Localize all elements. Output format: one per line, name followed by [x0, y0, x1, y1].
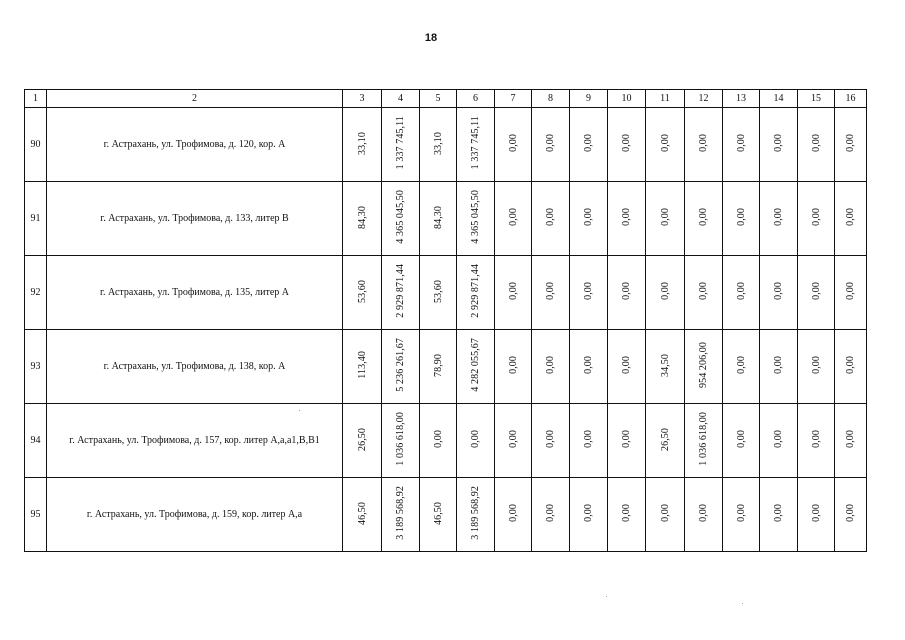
value-cell	[835, 182, 867, 256]
cell-value: 53,60	[356, 279, 368, 303]
value-cell	[685, 256, 723, 330]
cell-value: 0,00	[583, 430, 594, 448]
value-cell	[532, 256, 570, 330]
cell-value: 0,00	[621, 356, 632, 374]
address-cell: г. Астрахань, ул. Трофимова, д. 135, литер А	[47, 256, 343, 330]
cell-value: 0,00	[698, 282, 709, 300]
row-number: 92	[25, 256, 47, 330]
value-cell	[382, 330, 420, 404]
cell-value: 53,60	[432, 279, 444, 303]
cell-value: 0,00	[545, 504, 556, 522]
column-header: 15	[798, 90, 835, 108]
cell-value: 0,00	[659, 282, 671, 300]
cell-value: 46,50	[432, 501, 444, 525]
cell-value: 0,00	[507, 356, 519, 374]
cell-value: 0,00	[583, 356, 594, 374]
table-row	[25, 256, 867, 330]
cell-value: 2 929 871,44	[470, 264, 481, 318]
cell-value: 0,00	[621, 282, 632, 300]
cell-value: 0,00	[773, 208, 784, 226]
value-cell	[457, 330, 495, 404]
cell-value: 5 236 261,67	[395, 338, 406, 392]
cell-value: 0,00	[810, 134, 822, 152]
column-header: 5	[420, 90, 457, 108]
value-cell	[495, 182, 532, 256]
cell-value: 0,00	[621, 134, 632, 152]
value-cell	[798, 478, 835, 552]
value-cell	[646, 256, 685, 330]
cell-value: 0,00	[583, 208, 594, 226]
cell-value: 0,00	[659, 134, 671, 152]
cell-value: 0,00	[735, 134, 747, 152]
row-number: 90	[25, 108, 47, 182]
cell-value: 0,00	[545, 430, 556, 448]
value-cell	[760, 182, 798, 256]
value-cell	[382, 108, 420, 182]
cell-value: 113,40	[356, 351, 368, 379]
cell-value: 78,90	[432, 353, 444, 377]
value-cell	[685, 108, 723, 182]
value-cell	[457, 256, 495, 330]
value-cell	[685, 182, 723, 256]
value-cell	[723, 256, 760, 330]
cell-value: 0,00	[507, 282, 519, 300]
value-cell	[420, 256, 457, 330]
cell-value: 0,00	[583, 282, 594, 300]
cell-value: 1 337 745,11	[470, 116, 481, 170]
cell-value: 1 036 618,00	[698, 412, 709, 466]
table-row	[25, 330, 867, 404]
cell-value: 0,00	[583, 134, 594, 152]
cell-value: 0,00	[845, 504, 856, 522]
value-cell	[420, 330, 457, 404]
cell-value: 0,00	[735, 208, 747, 226]
cell-value: 0,00	[659, 504, 671, 522]
row-number: 95	[25, 478, 47, 552]
cell-value: 0,00	[621, 208, 632, 226]
cell-value: 33,10	[356, 131, 368, 155]
value-cell	[760, 330, 798, 404]
cell-value: 0,00	[621, 430, 632, 448]
value-cell	[798, 182, 835, 256]
scan-speck	[606, 596, 607, 597]
value-cell	[343, 404, 382, 478]
cell-value: 0,00	[845, 430, 856, 448]
value-cell	[532, 404, 570, 478]
cell-value: 0,00	[698, 134, 709, 152]
cell-value: 0,00	[810, 282, 822, 300]
value-cell	[382, 478, 420, 552]
cell-value: 4 365 045,50	[395, 190, 406, 244]
value-cell	[420, 478, 457, 552]
cell-value: 0,00	[735, 504, 747, 522]
table-row	[25, 404, 867, 478]
cell-value: 0,00	[810, 356, 822, 374]
table-row	[25, 182, 867, 256]
column-header: 8	[532, 90, 570, 108]
value-cell	[835, 404, 867, 478]
value-cell	[570, 182, 608, 256]
column-header: 9	[570, 90, 608, 108]
cell-value: 0,00	[698, 504, 709, 522]
cell-value: 0,00	[583, 504, 594, 522]
cell-value: 26,50	[356, 427, 368, 451]
column-header: 12	[685, 90, 723, 108]
value-cell	[798, 256, 835, 330]
column-header: 16	[835, 90, 867, 108]
value-cell	[343, 330, 382, 404]
cell-value: 0,00	[545, 134, 556, 152]
value-cell	[798, 404, 835, 478]
value-cell	[495, 256, 532, 330]
row-number: 91	[25, 182, 47, 256]
value-cell	[457, 182, 495, 256]
table-row	[25, 108, 867, 182]
row-number: 94	[25, 404, 47, 478]
value-cell	[646, 108, 685, 182]
cell-value: 0,00	[845, 134, 856, 152]
value-cell	[760, 478, 798, 552]
cell-value: 1 036 618,00	[395, 412, 406, 466]
cell-value: 0,00	[810, 208, 822, 226]
cell-value: 0,00	[545, 208, 556, 226]
value-cell	[798, 330, 835, 404]
value-cell	[835, 330, 867, 404]
value-cell	[685, 478, 723, 552]
value-cell	[646, 404, 685, 478]
column-header: 7	[495, 90, 532, 108]
value-cell	[646, 330, 685, 404]
value-cell	[495, 478, 532, 552]
cell-value: 34,50	[659, 353, 671, 377]
column-header: 2	[47, 90, 343, 108]
cell-value: 84,30	[432, 205, 444, 229]
row-number: 93	[25, 330, 47, 404]
value-cell	[343, 478, 382, 552]
value-cell	[685, 404, 723, 478]
page-number: 18	[424, 32, 438, 44]
cell-value: 33,10	[432, 131, 444, 155]
value-cell	[532, 182, 570, 256]
cell-value: 3 189 568,92	[395, 486, 406, 540]
cell-value: 0,00	[659, 208, 671, 226]
value-cell	[420, 404, 457, 478]
cell-value: 0,00	[470, 430, 481, 448]
cell-value: 0,00	[507, 134, 519, 152]
cell-value: 4 365 045,50	[470, 190, 481, 244]
value-cell	[532, 108, 570, 182]
cell-value: 0,00	[735, 356, 747, 374]
value-cell	[608, 182, 646, 256]
cell-value: 84,30	[356, 205, 368, 229]
column-header: 11	[646, 90, 685, 108]
cell-value: 1 337 745,11	[395, 116, 406, 170]
value-cell	[382, 182, 420, 256]
value-cell	[608, 108, 646, 182]
column-header: 1	[25, 90, 47, 108]
value-cell	[608, 330, 646, 404]
value-cell	[532, 330, 570, 404]
cell-value: 0,00	[698, 208, 709, 226]
column-header: 14	[760, 90, 798, 108]
value-cell	[495, 404, 532, 478]
value-cell	[685, 330, 723, 404]
cell-value: 0,00	[621, 504, 632, 522]
cell-value: 3 189 568,92	[470, 486, 481, 540]
cell-value: 954 206,00	[698, 342, 709, 388]
value-cell	[570, 478, 608, 552]
cell-value: 0,00	[773, 356, 784, 374]
cell-value: 4 282 055,67	[470, 338, 481, 392]
value-cell	[760, 404, 798, 478]
cell-value: 0,00	[432, 430, 444, 448]
cell-value: 0,00	[845, 356, 856, 374]
value-cell	[835, 256, 867, 330]
value-cell	[382, 404, 420, 478]
cell-value: 0,00	[773, 134, 784, 152]
cell-value: 2 929 871,44	[395, 264, 406, 318]
column-header: 3	[343, 90, 382, 108]
cell-value: 0,00	[735, 282, 747, 300]
value-cell	[723, 182, 760, 256]
cell-value: 46,50	[356, 501, 368, 525]
cell-value: 0,00	[773, 504, 784, 522]
value-cell	[798, 108, 835, 182]
value-cell	[382, 256, 420, 330]
value-cell	[723, 330, 760, 404]
cell-value: 0,00	[507, 430, 519, 448]
value-cell	[495, 330, 532, 404]
address-cell: г. Астрахань, ул. Трофимова, д. 159, кор. литер А,а	[47, 478, 343, 552]
value-cell	[835, 108, 867, 182]
address-cell: г. Астрахань, ул. Трофимова, д. 120, кор. А	[47, 108, 343, 182]
cell-value: 0,00	[507, 504, 519, 522]
scan-speck	[299, 410, 300, 411]
value-cell	[723, 478, 760, 552]
value-cell	[420, 108, 457, 182]
cell-value: 0,00	[845, 208, 856, 226]
value-cell	[457, 478, 495, 552]
value-cell	[723, 108, 760, 182]
value-cell	[570, 404, 608, 478]
value-cell	[760, 108, 798, 182]
cell-value: 0,00	[845, 282, 856, 300]
cell-value: 26,50	[659, 427, 671, 451]
value-cell	[495, 108, 532, 182]
value-cell	[646, 478, 685, 552]
value-cell	[723, 404, 760, 478]
value-cell	[343, 256, 382, 330]
scan-speck	[742, 603, 743, 604]
cell-value: 0,00	[773, 282, 784, 300]
table-row	[25, 478, 867, 552]
column-header: 13	[723, 90, 760, 108]
value-cell	[608, 256, 646, 330]
value-cell	[570, 108, 608, 182]
value-cell	[608, 478, 646, 552]
value-cell	[570, 330, 608, 404]
value-cell	[760, 256, 798, 330]
value-cell	[457, 404, 495, 478]
cell-value: 0,00	[810, 430, 822, 448]
cell-value: 0,00	[773, 430, 784, 448]
value-cell	[835, 478, 867, 552]
value-cell	[420, 182, 457, 256]
data-table	[24, 89, 867, 552]
value-cell	[457, 108, 495, 182]
value-cell	[343, 108, 382, 182]
cell-value: 0,00	[545, 282, 556, 300]
value-cell	[608, 404, 646, 478]
address-cell: г. Астрахань, ул. Трофимова, д. 133, литер В	[47, 182, 343, 256]
column-header: 4	[382, 90, 420, 108]
value-cell	[343, 182, 382, 256]
address-cell: г. Астрахань, ул. Трофимова, д. 157, кор. литер А,а,а1,В,В1	[47, 404, 343, 478]
cell-value: 0,00	[545, 356, 556, 374]
column-header: 6	[457, 90, 495, 108]
address-cell: г. Астрахань, ул. Трофимова, д. 138, кор. А	[47, 330, 343, 404]
value-cell	[532, 478, 570, 552]
value-cell	[646, 182, 685, 256]
header-row	[25, 90, 867, 108]
cell-value: 0,00	[735, 430, 747, 448]
value-cell	[570, 256, 608, 330]
column-header: 10	[608, 90, 646, 108]
cell-value: 0,00	[507, 208, 519, 226]
cell-value: 0,00	[810, 504, 822, 522]
